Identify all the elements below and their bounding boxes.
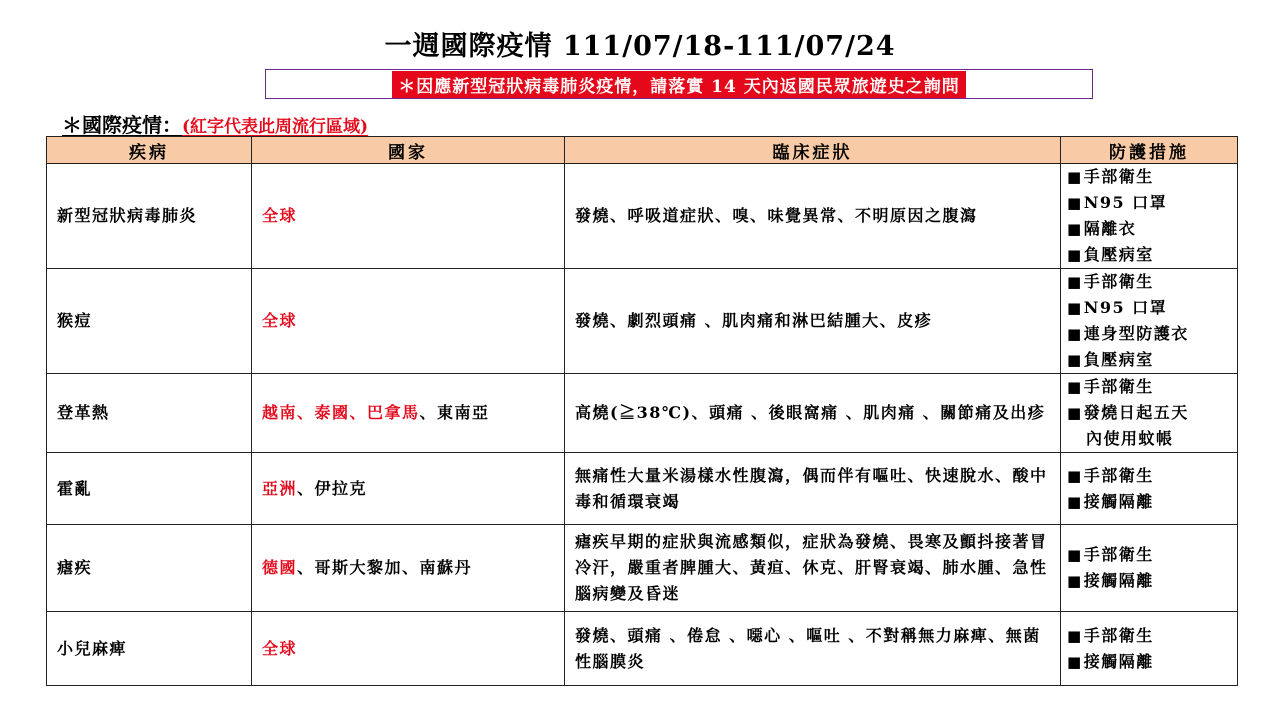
disease-cell: 小兒麻痺	[47, 612, 252, 686]
country-highlight: 全球	[262, 638, 298, 658]
square-bullet-icon: ■	[1067, 492, 1083, 511]
country-highlight: 越南、泰國、巴拿馬	[262, 403, 420, 422]
protection-item	[1067, 374, 1231, 400]
square-bullet-icon: ■	[1067, 546, 1083, 564]
protection-item	[1067, 242, 1231, 268]
symptoms-cell: 瘧疾早期的症狀與流感類似，症狀為發燒、畏寒及顫抖接著冒冷汗，嚴重者脾腫大、黃疸、休克、肝腎衰竭、肺水腫、急性腦病變及昏迷	[565, 525, 1061, 612]
protection-item	[1067, 216, 1231, 242]
section-label: ＊國際疫情：	[62, 113, 182, 137]
header-disease: 疾病	[47, 137, 252, 164]
table-row	[47, 374, 1238, 453]
notice-text: ＊因應新型冠狀病毒肺炎疫情，請落實 14 天內返國民眾旅遊史之詢問	[392, 71, 966, 98]
protection-label: 手部衛生	[1083, 167, 1154, 186]
protection-label: 手部衛生	[1083, 272, 1154, 291]
symptoms-cell: 無痛性大量米湯樣水性腹瀉，偶而伴有嘔吐、快速脫水、酸中毒和循環衰竭	[565, 453, 1061, 525]
country-cell	[252, 525, 565, 612]
country-cell	[252, 269, 565, 374]
protection-item	[1067, 568, 1231, 594]
protection-label: 手部衛生	[1083, 465, 1154, 485]
country-highlight: 亞洲	[262, 478, 298, 498]
protection-item	[1067, 400, 1231, 426]
square-bullet-icon: ■	[1067, 273, 1083, 291]
table-row	[47, 612, 1238, 686]
page-title: 一週國際疫情 111/07/18-111/07/24	[384, 31, 896, 62]
protection-item	[1067, 190, 1231, 216]
table-row	[47, 525, 1238, 612]
square-bullet-icon: ■	[1067, 626, 1083, 645]
protection-item	[1067, 321, 1231, 347]
protection-item	[1067, 542, 1231, 568]
header-country: 國家	[252, 137, 565, 164]
epidemic-table	[46, 136, 1238, 686]
symptoms-cell: 高燒(≧38℃)、頭痛 、後眼窩痛 、肌肉痛 、關節痛及出疹	[565, 374, 1061, 453]
country-cell	[252, 612, 565, 686]
country-cell	[252, 164, 565, 269]
protection-cell	[1061, 453, 1238, 525]
square-bullet-icon: ■	[1067, 572, 1083, 590]
header-protection: 防護措施	[1061, 137, 1238, 164]
protection-label: 手部衛生	[1083, 625, 1154, 645]
square-bullet-icon: ■	[1067, 466, 1083, 485]
protection-cell	[1061, 164, 1238, 269]
protection-cell	[1061, 525, 1238, 612]
table-row	[47, 453, 1238, 525]
country-cell	[252, 453, 565, 525]
section-hint: (紅字代表此周流行區域)	[182, 117, 369, 137]
country-highlight: 全球	[262, 206, 298, 225]
square-bullet-icon: ■	[1067, 299, 1083, 317]
protection-item	[1067, 347, 1231, 373]
protection-label: 負壓病室	[1083, 245, 1154, 264]
country-cell	[252, 374, 565, 453]
square-bullet-icon: ■	[1067, 194, 1083, 212]
table-row	[47, 269, 1238, 374]
protection-cell	[1061, 612, 1238, 686]
protection-cell	[1061, 269, 1238, 374]
notice-box	[265, 69, 1093, 99]
disease-cell: 霍亂	[47, 453, 252, 525]
protection-label: 手部衛生	[1083, 377, 1154, 396]
country-highlight: 德國	[262, 558, 298, 577]
protection-continuation: 內使用蚊帳	[1086, 429, 1174, 448]
protection-label: 接觸隔離	[1083, 571, 1154, 590]
symptoms-cell: 發燒、劇烈頭痛 、肌肉痛和淋巴結腫大、皮疹	[565, 269, 1061, 374]
protection-item	[1067, 489, 1231, 515]
protection-item	[1067, 295, 1231, 321]
square-bullet-icon: ■	[1067, 378, 1083, 396]
protection-item	[1067, 649, 1231, 675]
disease-cell: 新型冠狀病毒肺炎	[47, 164, 252, 269]
country-other: 、東南亞	[419, 403, 490, 422]
symptoms-cell: 發燒、呼吸道症狀、嗅、味覺異常、不明原因之腹瀉	[565, 164, 1061, 269]
table-header-row	[47, 137, 1238, 164]
protection-label: 負壓病室	[1083, 350, 1154, 369]
protection-item	[1067, 164, 1231, 190]
protection-item	[1067, 623, 1231, 649]
country-highlight: 全球	[262, 311, 298, 330]
protection-label: 連身型防護衣	[1083, 324, 1189, 343]
square-bullet-icon: ■	[1067, 652, 1083, 671]
protection-label: 發燒日起五天	[1083, 403, 1189, 422]
section-heading	[62, 109, 368, 138]
disease-cell: 瘧疾	[47, 525, 252, 612]
disease-cell: 登革熱	[47, 374, 252, 453]
protection-label: N95 口罩	[1083, 193, 1168, 212]
protection-label: 手部衛生	[1083, 545, 1154, 564]
country-other: 、伊拉克	[297, 478, 368, 498]
disease-cell: 猴痘	[47, 269, 252, 374]
square-bullet-icon: ■	[1067, 168, 1083, 186]
square-bullet-icon: ■	[1067, 325, 1083, 343]
protection-label: N95 口罩	[1083, 298, 1168, 317]
square-bullet-icon: ■	[1067, 246, 1083, 264]
table-row	[47, 164, 1238, 269]
protection-label: 接觸隔離	[1083, 651, 1154, 671]
square-bullet-icon: ■	[1067, 220, 1083, 238]
square-bullet-icon: ■	[1067, 404, 1083, 422]
symptoms-cell: 發燒、頭痛 、倦怠 、噁心 、嘔吐 、不對稱無力麻痺、無菌性腦膜炎	[565, 612, 1061, 686]
protection-label: 隔離衣	[1083, 219, 1137, 238]
header-symptoms: 臨床症狀	[565, 137, 1061, 164]
protection-item	[1067, 269, 1231, 295]
square-bullet-icon: ■	[1067, 351, 1083, 369]
protection-item	[1067, 463, 1231, 489]
protection-cell	[1061, 374, 1238, 453]
country-other: 、哥斯大黎加、南蘇丹	[297, 558, 473, 577]
protection-label: 接觸隔離	[1083, 491, 1154, 511]
